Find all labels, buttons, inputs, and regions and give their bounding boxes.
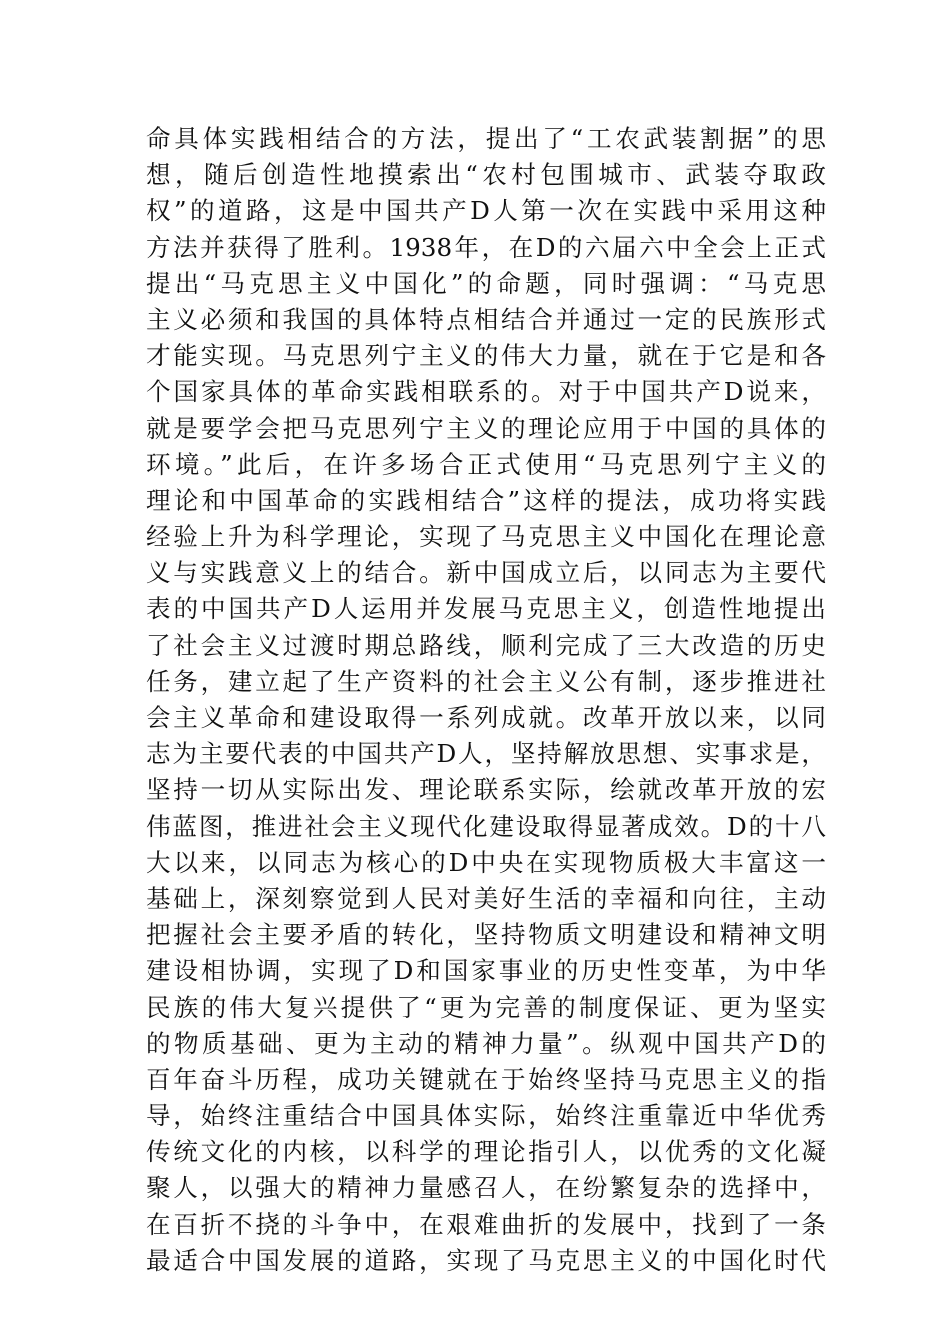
text-line-12: 经验上升为科学理论，实现了马克思主义中国化在理论意 bbox=[146, 522, 826, 552]
text-line-19: 坚持一切从实际出发、理论联系实际，绘就改革开放的宏 bbox=[146, 775, 826, 805]
body-paragraph bbox=[146, 121, 826, 1279]
text-line-18: 志为主要代表的中国共产D人，坚持解放思想、实事求是， bbox=[146, 739, 826, 769]
text-line-28: 导，始终注重结合中国具体实际，始终注重靠近中华优秀 bbox=[146, 1101, 826, 1131]
text-line-6: 主义必须和我国的具体特点相结合并通过一定的民族形式 bbox=[146, 304, 826, 334]
text-line-7: 才能实现。马克思列宁主义的伟大力量，就在于它是和各 bbox=[146, 341, 826, 371]
text-line-5: 提出“马克思主义中国化”的命题，同时强调：“马克思 bbox=[146, 268, 826, 298]
text-line-21: 大以来，以同志为核心的D中央在实现物质极大丰富这一 bbox=[146, 847, 826, 877]
text-line-3: 权”的道路，这是中国共产D人第一次在实践中采用这种 bbox=[146, 196, 826, 226]
text-line-27: 百年奋斗历程，成功关键就在于始终坚持马克思主义的指 bbox=[146, 1064, 826, 1094]
text-line-32: 最适合中国发展的道路，实现了马克思主义的中国化时代 bbox=[146, 1245, 826, 1275]
text-line-1: 命具体实践相结合的方法，提出了“工农武装割据”的思 bbox=[146, 124, 826, 153]
text-line-31: 在百折不挠的斗争中，在艰难曲折的发展中，找到了一条 bbox=[146, 1209, 826, 1239]
text-line-9: 就是要学会把马克思列宁主义的理论应用于中国的具体的 bbox=[146, 413, 826, 443]
text-line-10: 环境。”此后，在许多场合正式使用“马克思列宁主义的 bbox=[146, 449, 826, 479]
text-line-22: 基础上，深刻察觉到人民对美好生活的幸福和向往，主动 bbox=[146, 883, 826, 913]
text-line-13: 义与实践意义上的结合。新中国成立后，以同志为主要代 bbox=[146, 558, 826, 588]
text-line-20: 伟蓝图，推进社会主义现代化建设取得显著成效。D的十八 bbox=[146, 811, 826, 841]
text-line-17: 会主义革命和建设取得一系列成就。改革开放以来，以同 bbox=[146, 703, 826, 732]
text-line-29: 传统文化的内核，以科学的理论指引人，以优秀的文化凝 bbox=[146, 1137, 826, 1167]
text-line-4: 方法并获得了胜利。1938年，在D的六届六中全会上正式 bbox=[146, 232, 826, 262]
text-line-30: 聚人，以强大的精神力量感召人，在纷繁复杂的选择中， bbox=[146, 1173, 826, 1203]
text-line-16: 任务，建立起了生产资料的社会主义公有制，逐步推进社 bbox=[146, 666, 826, 696]
text-line-25: 民族的伟大复兴提供了“更为完善的制度保证、更为坚实 bbox=[146, 992, 826, 1022]
text-line-14: 表的中国共产D人运用并发展马克思主义，创造性地提出 bbox=[146, 594, 826, 624]
text-line-23: 把握社会主要矛盾的转化，坚持物质文明建设和精神文明 bbox=[146, 920, 826, 950]
text-line-2: 想，随后创造性地摸索出“农村包围城市、武装夺取政 bbox=[146, 160, 826, 190]
text-line-15: 了社会主义过渡时期总路线，顺利完成了三大改造的历史 bbox=[146, 630, 826, 660]
text-line-8: 个国家具体的革命实践相联系的。对于中国共产D说来， bbox=[146, 377, 826, 407]
text-line-26: 的物质基础、更为主动的精神力量”。纵观中国共产D的 bbox=[146, 1028, 826, 1058]
text-line-24: 建设相协调，实现了D和国家事业的历史性变革，为中华 bbox=[146, 956, 826, 986]
text-line-11: 理论和中国革命的实践相结合”这样的提法，成功将实践 bbox=[146, 485, 826, 515]
